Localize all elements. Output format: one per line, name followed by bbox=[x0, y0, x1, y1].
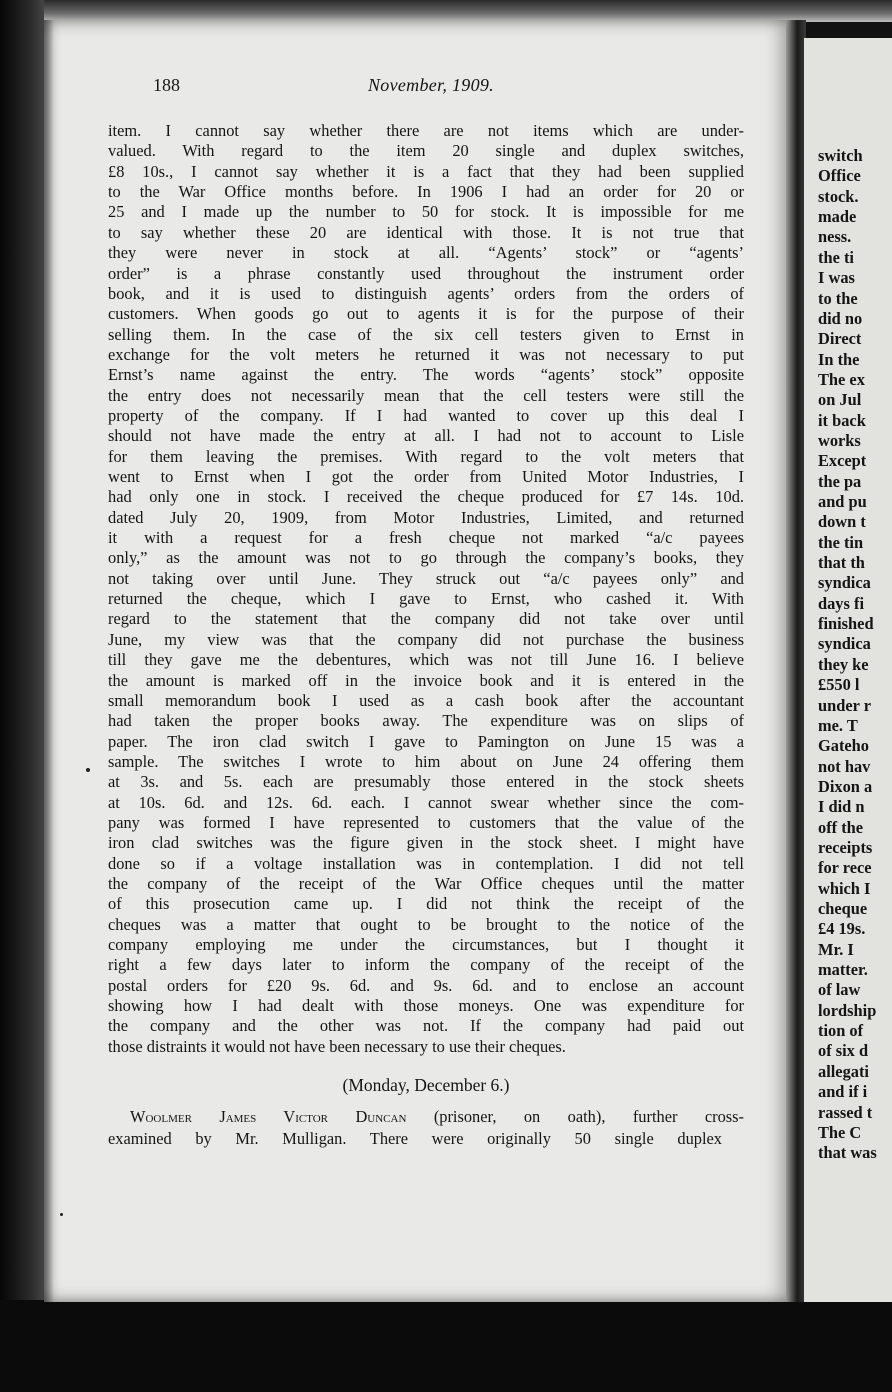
facing-page-line: Mr. I bbox=[818, 939, 854, 959]
facing-page-line: to the bbox=[818, 288, 858, 308]
facing-page-line: did no bbox=[818, 308, 863, 328]
facing-page-line: The C bbox=[818, 1122, 862, 1142]
body-line: showing how I had dealt with those moneys. One was expenditure for bbox=[108, 996, 744, 1016]
body-line: of this prosecution came up. I did not think the receipt of the bbox=[108, 894, 744, 914]
body-line: right a few days later to inform the company of the receipt of the bbox=[108, 955, 744, 975]
facing-page-line: the ti bbox=[818, 247, 854, 267]
body-line: returned the cheque, which I gave to Ernst, who cashed it. With bbox=[108, 589, 744, 608]
body-line: June, my view was that the company did not purchase the business bbox=[108, 629, 744, 649]
facing-page-line: for rece bbox=[818, 858, 872, 878]
body-line: went to Ernst when I got the order from United Motor Industries, I bbox=[108, 467, 744, 486]
body-line: had taken the proper books away. The expenditure was on slips of bbox=[108, 711, 744, 731]
page-shadow bbox=[44, 20, 54, 1302]
body-line: at 10s. 6d. and 12s. 6d. each. I cannot swear whether since the com- bbox=[108, 792, 744, 812]
facing-page-line: allegati bbox=[818, 1061, 869, 1081]
body-line: for them leaving the premises. With regard to the volt meters that bbox=[108, 446, 744, 466]
body-line: the company and the other was not. If the company had paid out bbox=[108, 1016, 744, 1036]
facing-page-line: that th bbox=[818, 553, 865, 572]
facing-page-line: of law bbox=[818, 980, 861, 1000]
facing-page-line: In the bbox=[818, 349, 860, 369]
facing-page-line: matter. bbox=[818, 960, 868, 979]
facing-page-line: Direct bbox=[818, 329, 862, 349]
scanner-top-edge bbox=[0, 0, 892, 22]
facing-page-line: and if i bbox=[818, 1082, 868, 1102]
session-date: (Monday, December 6.) bbox=[342, 1075, 510, 1095]
scan-speck bbox=[86, 768, 90, 772]
facing-page-line: Gateho bbox=[818, 736, 869, 756]
facing-page-line: on Jul bbox=[818, 390, 862, 410]
body-line: had only one in stock. I received the cheque produced for £7 14s. 10d. bbox=[108, 487, 744, 507]
facing-page-line: finished bbox=[818, 614, 874, 633]
facing-page-line: cheque bbox=[818, 899, 868, 918]
facing-page-line: £550 l bbox=[818, 675, 860, 695]
page-number: 188 bbox=[153, 75, 180, 95]
facing-page-line: the tin bbox=[818, 532, 864, 552]
body-line: 25 and I made up the number to 50 for stock. It is impossible for me bbox=[108, 202, 744, 222]
facing-page-line: tion of bbox=[818, 1021, 864, 1041]
body-line: Ernst’s name against the entry. The words “agents’ stock” opposite bbox=[108, 365, 744, 385]
scanner-bottom-edge bbox=[0, 1300, 892, 1392]
facing-page-line: of six d bbox=[818, 1041, 869, 1061]
body-line: regard to the statement that the company did not take over until bbox=[108, 609, 744, 629]
body-line: cheques was a matter that ought to be brought to the notice of the bbox=[108, 914, 744, 934]
body-line: selling them. In the case of the six cell testers given to Ernst in bbox=[108, 324, 744, 344]
facing-page-line: made bbox=[818, 207, 857, 227]
facing-page-line: switch bbox=[818, 146, 863, 165]
body-line: postal orders for £20 9s. 6d. and 9s. 6d. and to enclose an account bbox=[108, 975, 744, 995]
body-line: iron clad switches was the figure given in the stock sheet. I might have bbox=[108, 833, 744, 853]
body-line: order” is a phrase constantly used throughout the instrument order bbox=[108, 263, 744, 283]
facing-page-line: syndica bbox=[818, 634, 871, 654]
facing-page-line: under r bbox=[818, 695, 871, 715]
body-line: the company of the receipt of the War Office cheques until the matter bbox=[108, 874, 744, 893]
facing-page-line: they ke bbox=[818, 654, 869, 674]
facing-page-line: and pu bbox=[818, 492, 867, 511]
body-line: company employing me under the circumstances, but I thought it bbox=[108, 935, 744, 954]
body-line: done so if a voltage installation was in contemplation. I did not tell bbox=[108, 853, 744, 873]
facing-page-line: Office bbox=[818, 166, 861, 186]
body-line: only,” as the amount was not to go through the company’s books, they bbox=[108, 548, 744, 568]
body-line: not taking over until June. They struck out “a/c payees only” and bbox=[108, 568, 744, 588]
facing-page-line: £4 19s. bbox=[818, 919, 866, 939]
book-gutter bbox=[786, 20, 806, 1302]
facing-page-line: lordship bbox=[818, 1000, 877, 1020]
scan-speck bbox=[60, 1213, 63, 1216]
running-head-text: November, 1909. bbox=[368, 75, 494, 95]
body-line: item. I cannot say whether there are not items which are under- bbox=[108, 121, 744, 140]
scanner-left-edge bbox=[0, 0, 44, 1392]
witness-line-rest: (prisoner, on oath), further cross- bbox=[433, 1107, 744, 1126]
body-line: to say whether these 20 are identical with those. It is not true that bbox=[108, 222, 744, 242]
body-line: they were never in stock at all. “Agents’ stock” or “agents’ bbox=[108, 243, 744, 263]
facing-page-line: me. T bbox=[818, 715, 858, 735]
body-line: book, and it is used to distinguish agents’ orders from the orders of bbox=[108, 283, 744, 303]
body-line: at 3s. and 5s. each are presumably those entered in the stock sheets bbox=[108, 772, 744, 792]
running-head bbox=[368, 73, 494, 97]
body-line: exchange for the volt meters he returned it was not necessary to put bbox=[108, 344, 744, 364]
body-line: paper. The iron clad switch I gave to Pamington on June 15 was a bbox=[108, 731, 744, 751]
body-line: property of the company. If I had wanted to cover up this deal I bbox=[108, 405, 744, 425]
body-line: it with a request for a fresh cheque not marked “a/c payees bbox=[108, 528, 744, 547]
facing-page-line: down t bbox=[818, 512, 866, 532]
facing-page-line: works bbox=[818, 430, 861, 450]
witness-paragraph-line: examined by Mr. Mulligan. There were originally 50 single duplex bbox=[108, 1129, 722, 1148]
body-line: to the War Office months before. In 1906 I had an order for 20 or bbox=[108, 182, 744, 202]
facing-page-line: Except bbox=[818, 451, 867, 471]
facing-page-line: off the bbox=[818, 817, 864, 837]
body-line: the amount is marked off in the invoice book and it is entered in the bbox=[108, 670, 744, 690]
facing-page-line: the pa bbox=[818, 471, 862, 491]
body-line: pany was formed I have represented to customers that the value of the bbox=[108, 812, 744, 832]
facing-page-line: stock. bbox=[818, 186, 859, 206]
facing-page-line: Dixon a bbox=[818, 776, 873, 796]
body-line: valued. With regard to the item 20 single and duplex switches, bbox=[108, 141, 744, 161]
witness-paragraph-line bbox=[130, 1107, 744, 1127]
body-line: those distraints it would not have been necessary to use their cheques. bbox=[108, 1036, 566, 1056]
body-line: dated July 20, 1909, from Motor Industries, Limited, and returned bbox=[108, 507, 744, 527]
body-line: customers. When goods go out to agents it is for the purpose of their bbox=[108, 304, 744, 324]
facing-page-line: that was bbox=[818, 1143, 877, 1163]
facing-page-line: which I bbox=[818, 878, 871, 898]
facing-page-line: days fi bbox=[818, 593, 864, 613]
body-line: £8 10s., I cannot say whether it is a fact that they had been supplied bbox=[108, 161, 744, 181]
facing-page bbox=[804, 38, 892, 1302]
body-line: should not have made the entry at all. I had not to account to Lisle bbox=[108, 426, 744, 446]
body-line: till they gave me the debentures, which was not till June 16. I believe bbox=[108, 650, 744, 670]
facing-page-line: it back bbox=[818, 410, 866, 430]
facing-page-line: receipts bbox=[818, 837, 873, 857]
witness-name: Woolmer James Victor Duncan bbox=[130, 1107, 407, 1126]
facing-page-line: rassed t bbox=[818, 1102, 873, 1122]
facing-page-line: ness. bbox=[818, 227, 852, 247]
body-line: small memorandum book I used as a cash book after the accountant bbox=[108, 690, 744, 710]
body-line: the entry does not necessarily mean that the cell testers were still the bbox=[108, 385, 744, 405]
facing-page-line: I was bbox=[818, 268, 855, 288]
facing-page-line: not hav bbox=[818, 756, 871, 776]
body-line: sample. The switches I wrote to him about on June 24 offering them bbox=[108, 751, 744, 771]
facing-page-line: The ex bbox=[818, 369, 865, 389]
facing-page-line: syndica bbox=[818, 573, 871, 593]
facing-page-line: I did n bbox=[818, 797, 865, 817]
